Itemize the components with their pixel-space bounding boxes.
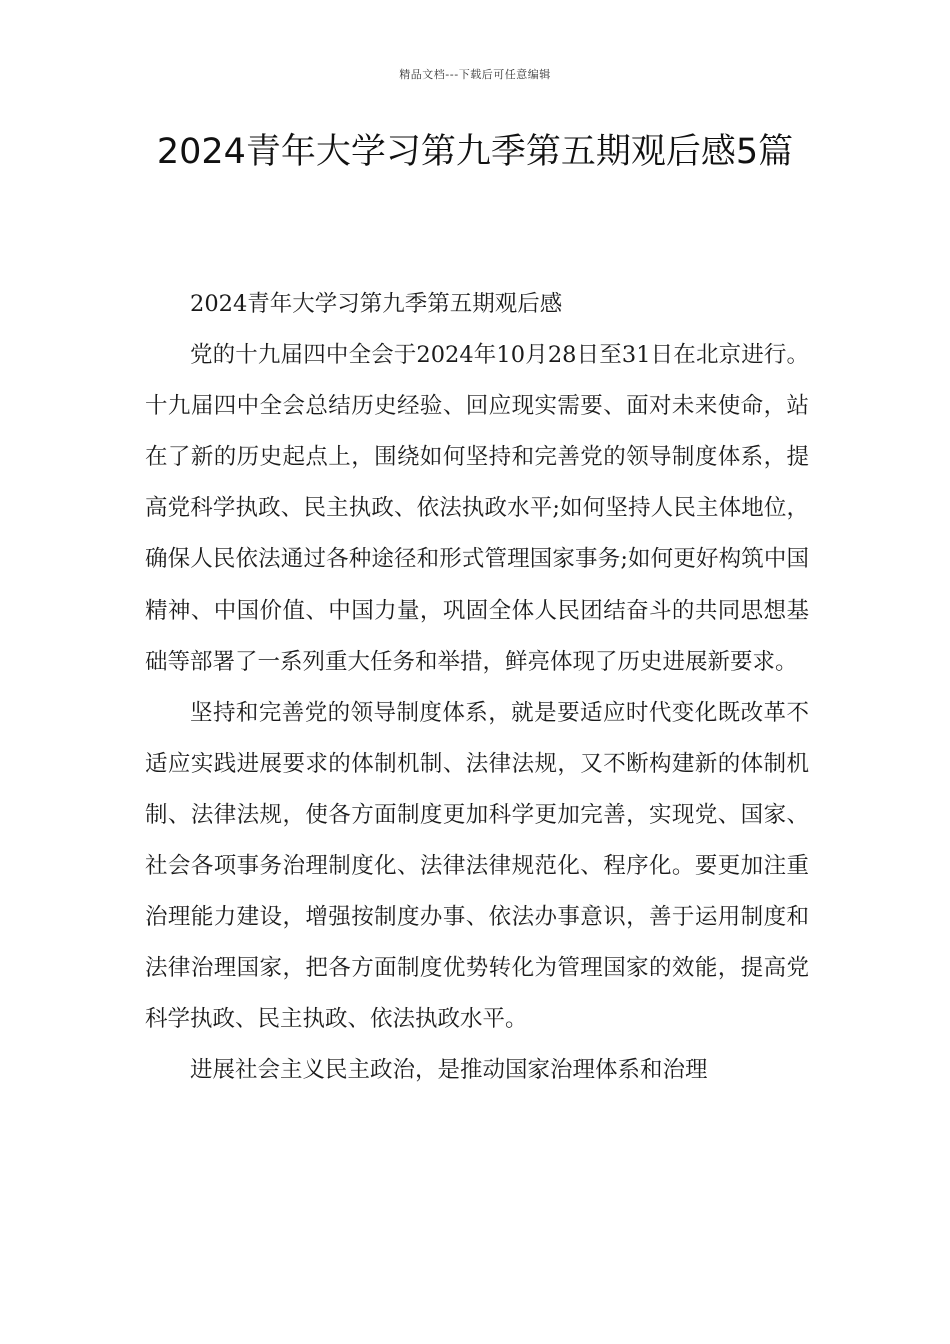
document-body [145,279,809,1097]
section-heading: 2024青年大学习第九季第五期观后感 [190,291,563,317]
paragraph-3: 进展社会主义民主政治，是推动国家治理体系和治理 [190,1057,708,1084]
header-note: 精品文档---下载后可任意编辑 [399,68,551,81]
paragraph-2: 坚持和完善党的领导制度体系，就是要适应时代变化既改革不适应实践进展要求的体制机制、法律法规，又不断构建新的体制机制、法律法规，使各方面制度更加科学更加完善，实现党、国家、社会各项事务治理制度化、法律法律规范化、程序化。要更加注重治理能力建设，增强按制度办事、依法办事意识，善于运用制度和法律治理国家，把各方面制度优势转化为管理国家的效能，提高党科学执政、民主执政、依法执政水平。 [145,699,809,1033]
paragraph-1: 党的十九届四中全会于2024年10月28日至31日在北京进行。十九届四中全会总结历史经验、回应现实需要、面对未来使命，站在了新的历史起点上，围绕如何坚持和完善党的领导制度体系，提高党科学执政、民主执政、依法执政水平;如何坚持人民主体地位，确保人民依法通过各种途径和形式管理国家事务;如何更好构筑中国精神、中国价值、中国力量，巩固全体人民团结奋斗的共同思想基础等部署了一系列重大任务和举措，鲜亮体现了历史进展新要求。 [145,342,809,675]
document-title: 2024青年大学习第九季第五期观后感5篇 [156,132,794,172]
